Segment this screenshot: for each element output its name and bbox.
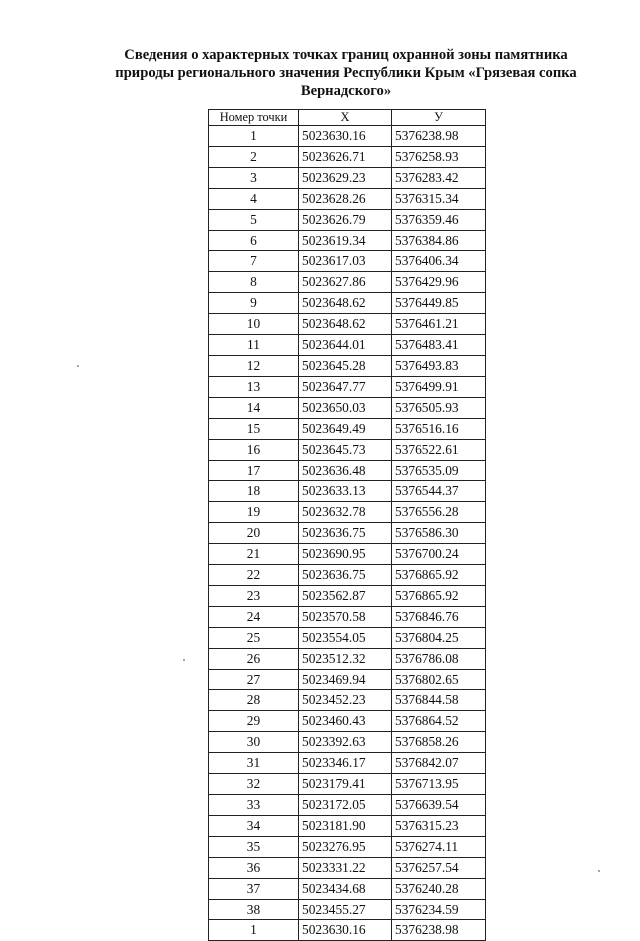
point-number-cell: 19	[209, 502, 299, 523]
point-number-cell: 11	[209, 335, 299, 356]
table-row	[209, 272, 486, 293]
x-coordinate-cell: 5023554.05	[299, 627, 392, 648]
table-row	[209, 397, 486, 418]
point-number-cell: 4	[209, 188, 299, 209]
y-coordinate-cell: 5376522.61	[392, 439, 486, 460]
x-coordinate-cell: 5023648.62	[299, 314, 392, 335]
table-row	[209, 293, 486, 314]
x-coordinate-cell: 5023619.34	[299, 230, 392, 251]
x-coordinate-cell: 5023434.68	[299, 878, 392, 899]
table-row	[209, 523, 486, 544]
point-number-cell: 14	[209, 397, 299, 418]
table-row	[209, 167, 486, 188]
y-coordinate-cell: 5376406.34	[392, 251, 486, 272]
table-row	[209, 878, 486, 899]
table-row	[209, 648, 486, 669]
table-row	[209, 314, 486, 335]
y-coordinate-cell: 5376864.52	[392, 711, 486, 732]
y-coordinate-cell: 5376483.41	[392, 335, 486, 356]
y-coordinate-cell: 5376802.65	[392, 669, 486, 690]
y-coordinate-cell: 5376238.98	[392, 920, 486, 941]
x-coordinate-cell: 5023562.87	[299, 585, 392, 606]
point-number-cell: 15	[209, 418, 299, 439]
x-coordinate-cell: 5023512.32	[299, 648, 392, 669]
point-number-cell: 32	[209, 774, 299, 795]
table-row	[209, 355, 486, 376]
point-number-cell: 2	[209, 146, 299, 167]
x-coordinate-cell: 5023626.79	[299, 209, 392, 230]
table-row	[209, 669, 486, 690]
table-row	[209, 335, 486, 356]
table-row	[209, 188, 486, 209]
x-coordinate-cell: 5023179.41	[299, 774, 392, 795]
y-coordinate-cell: 5376257.54	[392, 857, 486, 878]
y-coordinate-cell: 5376359.46	[392, 209, 486, 230]
column-header-point-number: Номер точки	[209, 110, 299, 126]
y-coordinate-cell: 5376804.25	[392, 627, 486, 648]
point-number-cell: 3	[209, 167, 299, 188]
y-coordinate-cell: 5376315.34	[392, 188, 486, 209]
table-row	[209, 502, 486, 523]
table-row	[209, 439, 486, 460]
y-coordinate-cell: 5376283.42	[392, 167, 486, 188]
x-coordinate-cell: 5023636.75	[299, 565, 392, 586]
x-coordinate-cell: 5023648.62	[299, 293, 392, 314]
point-number-cell: 13	[209, 376, 299, 397]
y-coordinate-cell: 5376713.95	[392, 774, 486, 795]
point-number-cell: 33	[209, 795, 299, 816]
point-number-cell: 16	[209, 439, 299, 460]
table-row	[209, 795, 486, 816]
x-coordinate-cell: 5023645.73	[299, 439, 392, 460]
x-coordinate-cell: 5023570.58	[299, 606, 392, 627]
point-number-cell: 35	[209, 836, 299, 857]
x-coordinate-cell: 5023469.94	[299, 669, 392, 690]
y-coordinate-cell: 5376639.54	[392, 795, 486, 816]
point-number-cell: 27	[209, 669, 299, 690]
table-row	[209, 627, 486, 648]
title-line: природы регионального значения Республики Крым «Грязевая сопка	[115, 65, 577, 81]
point-number-cell: 23	[209, 585, 299, 606]
point-number-cell: 31	[209, 753, 299, 774]
x-coordinate-cell: 5023630.16	[299, 920, 392, 941]
point-number-cell: 7	[209, 251, 299, 272]
point-number-cell: 28	[209, 690, 299, 711]
y-coordinate-cell: 5376499.91	[392, 376, 486, 397]
point-number-cell: 36	[209, 857, 299, 878]
point-number-cell: 24	[209, 606, 299, 627]
x-coordinate-cell: 5023628.26	[299, 188, 392, 209]
table-row	[209, 899, 486, 920]
table-row	[209, 585, 486, 606]
y-coordinate-cell: 5376858.26	[392, 732, 486, 753]
y-coordinate-cell: 5376234.59	[392, 899, 486, 920]
point-number-cell: 29	[209, 711, 299, 732]
column-header-y: У	[392, 110, 486, 126]
table-row	[209, 460, 486, 481]
point-number-cell: 22	[209, 565, 299, 586]
y-coordinate-cell: 5376461.21	[392, 314, 486, 335]
title-line: Вернадского»	[300, 83, 392, 99]
point-number-cell: 37	[209, 878, 299, 899]
point-number-cell: 5	[209, 209, 299, 230]
y-coordinate-cell: 5376274.11	[392, 836, 486, 857]
x-coordinate-cell: 5023627.86	[299, 272, 392, 293]
x-coordinate-cell: 5023460.43	[299, 711, 392, 732]
table-row	[209, 209, 486, 230]
column-header-x: X	[299, 110, 392, 126]
table-row	[209, 376, 486, 397]
y-coordinate-cell: 5376786.08	[392, 648, 486, 669]
y-coordinate-cell: 5376238.98	[392, 126, 486, 147]
x-coordinate-cell: 5023452.23	[299, 690, 392, 711]
point-number-cell: 38	[209, 899, 299, 920]
y-coordinate-cell: 5376556.28	[392, 502, 486, 523]
x-coordinate-cell: 5023181.90	[299, 815, 392, 836]
y-coordinate-cell: 5376315.23	[392, 815, 486, 836]
table-row	[209, 732, 486, 753]
x-coordinate-cell: 5023629.23	[299, 167, 392, 188]
table-row	[209, 146, 486, 167]
y-coordinate-cell: 5376449.85	[392, 293, 486, 314]
scan-speck	[77, 365, 79, 367]
y-coordinate-cell: 5376240.28	[392, 878, 486, 899]
title-line: Сведения о характерных точках границ охранной зоны памятника	[124, 47, 568, 63]
table-row	[209, 857, 486, 878]
point-number-cell: 17	[209, 460, 299, 481]
table-row	[209, 565, 486, 586]
document-title	[96, 46, 596, 100]
table-row	[209, 753, 486, 774]
point-number-cell: 9	[209, 293, 299, 314]
point-number-cell: 26	[209, 648, 299, 669]
x-coordinate-cell: 5023633.13	[299, 481, 392, 502]
y-coordinate-cell: 5376586.30	[392, 523, 486, 544]
table-row	[209, 920, 486, 941]
table-row	[209, 836, 486, 857]
point-number-cell: 34	[209, 815, 299, 836]
x-coordinate-cell: 5023650.03	[299, 397, 392, 418]
x-coordinate-cell: 5023644.01	[299, 335, 392, 356]
y-coordinate-cell: 5376842.07	[392, 753, 486, 774]
x-coordinate-cell: 5023647.77	[299, 376, 392, 397]
x-coordinate-cell: 5023645.28	[299, 355, 392, 376]
point-number-cell: 10	[209, 314, 299, 335]
point-number-cell: 8	[209, 272, 299, 293]
y-coordinate-cell: 5376865.92	[392, 585, 486, 606]
point-number-cell: 12	[209, 355, 299, 376]
x-coordinate-cell: 5023630.16	[299, 126, 392, 147]
x-coordinate-cell: 5023455.27	[299, 899, 392, 920]
point-number-cell: 25	[209, 627, 299, 648]
y-coordinate-cell: 5376865.92	[392, 565, 486, 586]
table-row	[209, 690, 486, 711]
x-coordinate-cell: 5023392.63	[299, 732, 392, 753]
y-coordinate-cell: 5376846.76	[392, 606, 486, 627]
point-number-cell: 20	[209, 523, 299, 544]
y-coordinate-cell: 5376535.09	[392, 460, 486, 481]
y-coordinate-cell: 5376544.37	[392, 481, 486, 502]
x-coordinate-cell: 5023346.17	[299, 753, 392, 774]
point-number-cell: 6	[209, 230, 299, 251]
point-number-cell: 1	[209, 126, 299, 147]
x-coordinate-cell: 5023331.22	[299, 857, 392, 878]
point-number-cell: 18	[209, 481, 299, 502]
table-row	[209, 711, 486, 732]
table-row	[209, 251, 486, 272]
y-coordinate-cell: 5376516.16	[392, 418, 486, 439]
table-row	[209, 606, 486, 627]
table-row	[209, 481, 486, 502]
table-header-row	[209, 110, 486, 126]
y-coordinate-cell: 5376493.83	[392, 355, 486, 376]
table-body	[209, 126, 486, 941]
point-number-cell: 21	[209, 544, 299, 565]
y-coordinate-cell: 5376429.96	[392, 272, 486, 293]
y-coordinate-cell: 5376384.86	[392, 230, 486, 251]
table-row	[209, 544, 486, 565]
table-row	[209, 230, 486, 251]
table-row	[209, 774, 486, 795]
scan-speck	[183, 659, 185, 661]
x-coordinate-cell: 5023636.75	[299, 523, 392, 544]
table-row	[209, 418, 486, 439]
x-coordinate-cell: 5023172.05	[299, 795, 392, 816]
scan-speck	[598, 870, 600, 872]
table-row	[209, 126, 486, 147]
table-row	[209, 815, 486, 836]
y-coordinate-cell: 5376844.58	[392, 690, 486, 711]
x-coordinate-cell: 5023690.95	[299, 544, 392, 565]
x-coordinate-cell: 5023276.95	[299, 836, 392, 857]
x-coordinate-cell: 5023632.78	[299, 502, 392, 523]
y-coordinate-cell: 5376505.93	[392, 397, 486, 418]
x-coordinate-cell: 5023649.49	[299, 418, 392, 439]
x-coordinate-cell: 5023617.03	[299, 251, 392, 272]
boundary-points-table	[208, 109, 486, 941]
x-coordinate-cell: 5023626.71	[299, 146, 392, 167]
y-coordinate-cell: 5376258.93	[392, 146, 486, 167]
point-number-cell: 30	[209, 732, 299, 753]
point-number-cell: 1	[209, 920, 299, 941]
x-coordinate-cell: 5023636.48	[299, 460, 392, 481]
y-coordinate-cell: 5376700.24	[392, 544, 486, 565]
